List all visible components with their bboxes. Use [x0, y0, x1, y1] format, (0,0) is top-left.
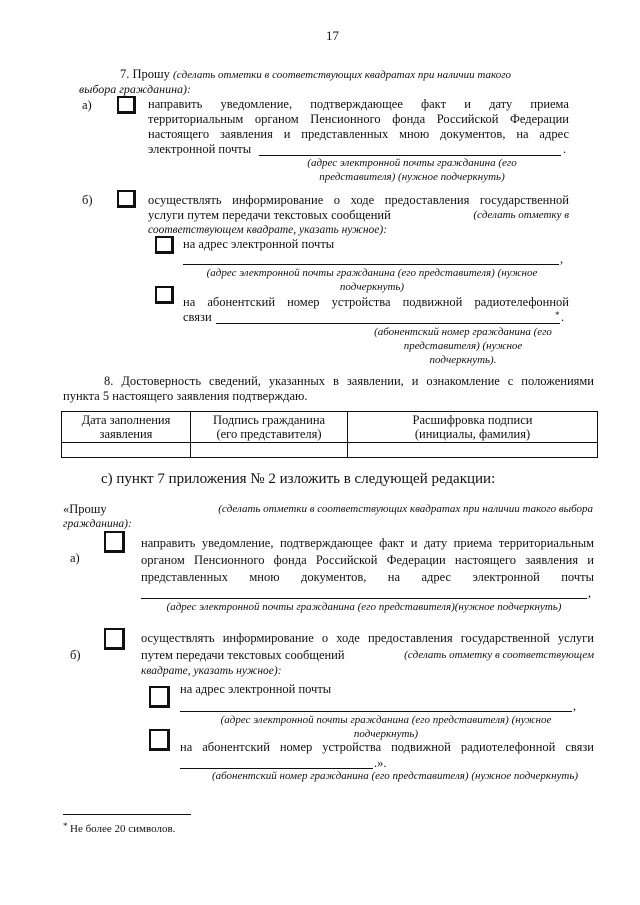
header-cell-signature [191, 412, 348, 443]
p7-b-line2 [148, 208, 569, 223]
p7-b-line3: соответствующем квадрате, указать нужное): [148, 224, 388, 236]
word: факт [421, 97, 447, 111]
p7-a-line1 [148, 97, 569, 112]
cell-name[interactable] [348, 443, 598, 458]
header-name-line1: Расшифровка подписи [412, 413, 533, 427]
word: и [464, 97, 471, 111]
new7-intro [63, 502, 593, 517]
p7-b-phone-end: . [561, 310, 565, 324]
p7-intro [120, 67, 511, 83]
b-line2-italic: (сделать отметку в [473, 209, 569, 221]
p7-b-marker: б) [82, 193, 93, 207]
p7-a-marker: а) [82, 98, 92, 112]
signature-table [61, 411, 598, 458]
new7-intro-cont: гражданина): [63, 518, 132, 530]
header-cell-date [62, 412, 191, 443]
new7-a-email-blank [141, 598, 587, 599]
footnote-text: Не более 20 символов. [70, 823, 176, 835]
header-signature-line1: Подпись гражданина [212, 413, 326, 427]
new7-a-end: , [588, 586, 592, 600]
p7-b-phone-caption-3: подчеркнуть). [429, 354, 497, 366]
p7-b-phone-checkbox[interactable] [155, 286, 174, 304]
p7-a-line3: настоящего заявления и представленных мною документов, на адрес [148, 127, 569, 141]
word: уведомление, [220, 97, 293, 111]
cell-signature[interactable] [191, 443, 348, 458]
new7-b-phone-caption: (абонентский номер гражданина (его представителя) (нужное подчеркнуть) [211, 770, 579, 782]
p7-footnote-mark: * [555, 310, 560, 320]
p7-intro-italic: (сделать отметки в соответствующих квадратах при наличии такого [173, 69, 511, 81]
new7-a-checkbox[interactable] [104, 531, 125, 553]
p7-a-line4-end: . [563, 142, 567, 156]
word: дату [489, 97, 513, 111]
p8-line2: пункта 5 настоящего заявления подтверждаю. [63, 389, 308, 403]
word: на [387, 570, 401, 584]
new7-a-line1: направить уведомление, подтверждающее факт и дату приема территориальным [141, 536, 594, 550]
new7-b-checkbox[interactable] [104, 628, 125, 650]
new7-b-email-caption-1: (адрес электронной почты гражданина (его представителя) (нужное [220, 714, 552, 726]
cell-date[interactable] [62, 443, 191, 458]
p7-b-phone-line1: на абонентский номер устройства подвижной радиотелефонной [183, 295, 569, 309]
p7-b-email-caption-2: подчеркнуть) [339, 281, 405, 293]
p7-a-caption-2: представителя) (нужное подчеркнуть) [319, 171, 505, 183]
word: направить [148, 97, 203, 111]
p7-b-email-end: , [560, 252, 564, 266]
p7-intro-cont: выбора гражданина): [79, 82, 192, 96]
new7-b-phone-line1: на абонентский номер устройства подвижной радиотелефонной связи [180, 740, 594, 754]
p7-a-line2: территориальным органом Пенсионного фонда Российской Федерации [148, 112, 569, 126]
p7-b-phone-blank [216, 323, 560, 324]
new7-a-marker: а) [70, 551, 80, 565]
new7-b-email-end: , [573, 699, 577, 713]
new7-b-email-caption-2: подчеркнуть) [353, 728, 419, 740]
p7-b-phone-caption-2: представителя) (нужное [403, 340, 523, 352]
p8-line1: 8. Достоверность сведений, указанных в заявлении, и ознакомление с положениями [104, 374, 594, 388]
new7-b-phone-end: .». [374, 756, 387, 770]
word: адрес [421, 570, 452, 584]
new7-b-line2-italic: (сделать отметку в соответствующем [404, 649, 594, 661]
p7-a-checkbox[interactable] [117, 96, 136, 114]
footnote-mark: * [63, 821, 68, 831]
new7-b-email-label: на адрес электронной почты [180, 682, 332, 696]
p7-b-email-blank [183, 264, 559, 265]
new7-b-phone-checkbox[interactable] [149, 729, 170, 751]
word: приема [530, 97, 569, 111]
new7-b-marker: б) [70, 648, 81, 662]
new7-b-line2 [141, 648, 594, 663]
section-c-heading: с) пункт 7 приложения № 2 изложить в следующей редакции: [101, 471, 496, 487]
p7-b-phone-caption-1: (абонентский номер гражданина (его [374, 326, 552, 338]
new7-b-line2-text: путем передачи текстовых сообщений [141, 648, 345, 662]
word: почты [561, 570, 594, 584]
header-signature-line2: (его представителя) [216, 427, 322, 441]
b-line2-text: услуги путем передачи текстовых сообщений [148, 208, 391, 222]
new7-a-line3 [141, 570, 594, 585]
table-row [62, 443, 598, 458]
header-date-line1: Дата заполнения [81, 413, 171, 427]
new7-b-line3: квадрате, указать нужное): [141, 665, 282, 677]
new7-b-line1: осуществлять информирование о ходе предоставления государственной услуги [141, 631, 594, 645]
p7-b-phone-line2: связи [183, 310, 212, 324]
p7-b-email-label: на адрес электронной почты [183, 237, 335, 251]
new7-a-caption: (адрес электронной почты гражданина (его представителя)(нужное подчеркнуть) [166, 601, 562, 613]
header-name-line2: (инициалы, фамилия) [414, 427, 531, 441]
p7-a-caption-1: (адрес электронной почты гражданина (его [307, 157, 517, 169]
p7-a-line4: электронной почты [148, 142, 252, 156]
word: представленных [141, 570, 228, 584]
word: электронной [472, 570, 540, 584]
p7-intro-label: 7. Прошу [120, 67, 170, 81]
page-number: 17 [326, 28, 339, 43]
p7-b-line1: осуществлять информирование о ходе предоставления государственной [148, 193, 569, 207]
word: документов, [301, 570, 367, 584]
p7-b-checkbox[interactable] [117, 190, 136, 208]
new7-intro-italic: (сделать отметки в соответствующих квадратах при наличии такого выбора [218, 503, 593, 515]
footnote-divider [63, 814, 191, 815]
p7-b-email-caption-1: (адрес электронной почты гражданина (его представителя) (нужное [206, 267, 538, 279]
new7-b-email-checkbox[interactable] [149, 686, 170, 708]
new7-b-email-blank [180, 711, 572, 712]
p7-b-email-checkbox[interactable] [155, 236, 174, 254]
new7-a-line2: органом Пенсионного фонда Российской Федерации настоящего заявления и [141, 553, 594, 567]
word: подтверждающее [310, 97, 403, 111]
new7-intro-label: «Прошу [63, 502, 107, 516]
header-cell-name [348, 412, 598, 443]
table-header-row [62, 412, 598, 443]
header-date-line2: заявления [99, 427, 153, 441]
word: мною [249, 570, 280, 584]
